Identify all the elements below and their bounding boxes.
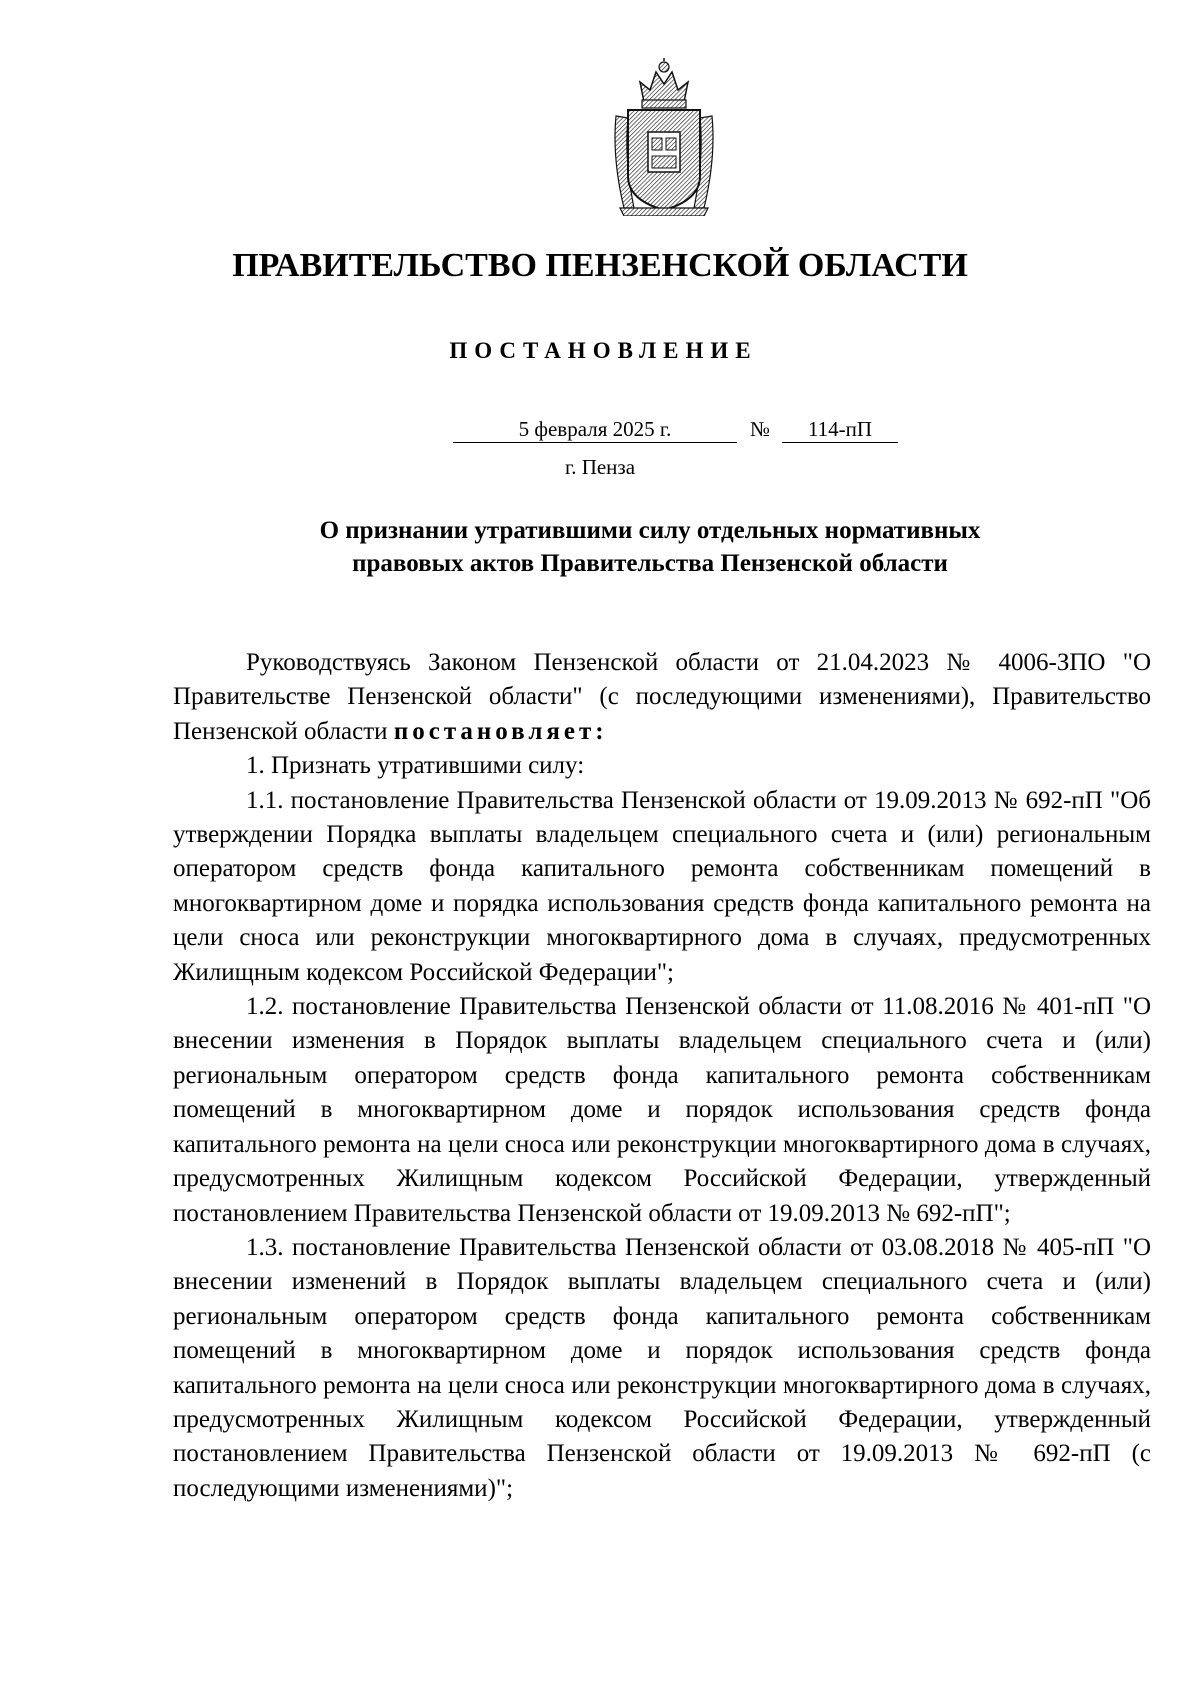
clause-paragraph: 1. Признать утратившими силу: bbox=[246, 752, 585, 780]
clause-paragraph: 1.3. постановление Правительства Пензенской области от 03.08.2018 № 405-пП "О внесении изменений в Порядок выплаты владельцем специального счета и (или) региональным оператором средств фонда капитального ремонта собственникам помещений в многоквартирном доме и порядок использования средств фонда капитального ремонта на цели сноса или реконструкции многоквартирного дома в случаях, предусмотренных Жилищным кодексом Российской Федерации, утвержденный постановлением Правительства Пензенской области от 19.09.2013 № 692-пП (с последующими изменениями)"; bbox=[173, 1233, 1151, 1502]
coat-of-arms-icon bbox=[610, 58, 718, 216]
government-name: ПРАВИТЕЛЬСТВО ПЕНЗЕНСКОЙ ОБЛАСТИ bbox=[232, 247, 968, 284]
document-title-line: правовых актов Правительства Пензенской области bbox=[352, 550, 948, 577]
decree-word: постановляет: bbox=[393, 717, 608, 745]
preamble-text: Руководствуясь Законом Пензенской области от 21.04.2023 № 4006-ЗПО "О Правительстве Пензенской области" (с последующими изменениями), Правительство Пензенской области bbox=[173, 649, 1151, 745]
document-city: г. Пенза bbox=[564, 455, 636, 479]
document-number: 114-пП bbox=[782, 416, 898, 443]
clause-paragraph: 1.1. постановление Правительства Пензенской области от 19.09.2013 № 692-пП "Об утверждении Порядка выплаты владельцем специального счета и (или) региональным оператором средств фонда капитального ремонта собственникам помещений в многоквартирном доме и порядка использования средств фонда капитального ремонта на цели сноса или реконструкции многоквартирного дома в случаях, предусмотренных Жилищным кодексом Российской Федерации"; bbox=[173, 786, 1151, 986]
preamble-paragraph bbox=[173, 646, 1151, 749]
document-body bbox=[173, 646, 1151, 1506]
document-title bbox=[240, 514, 1060, 580]
document-date: 5 февраля 2025 г. bbox=[453, 416, 737, 443]
number-sign: № bbox=[750, 417, 771, 441]
document-type: ПОСТАНОВЛЕНИЕ bbox=[449, 338, 758, 363]
clause-paragraph: 1.2. постановление Правительства Пензенской области от 11.08.2016 № 401-пП "О внесении изменения в Порядок выплаты владельцем специального счета и (или) региональным оператором средств фонда капитального ремонта собственникам помещений в многоквартирном доме и порядок использования средств фонда капитального ремонта на цели сноса или реконструкции многоквартирного дома в случаях, предусмотренных Жилищным кодексом Российской Федерации, утвержденный постановлением Правительства Пензенской области от 19.09.2013 № 692-пП"; bbox=[173, 993, 1151, 1227]
document-title-line: О признании утратившими силу отдельных нормативных bbox=[319, 517, 981, 544]
